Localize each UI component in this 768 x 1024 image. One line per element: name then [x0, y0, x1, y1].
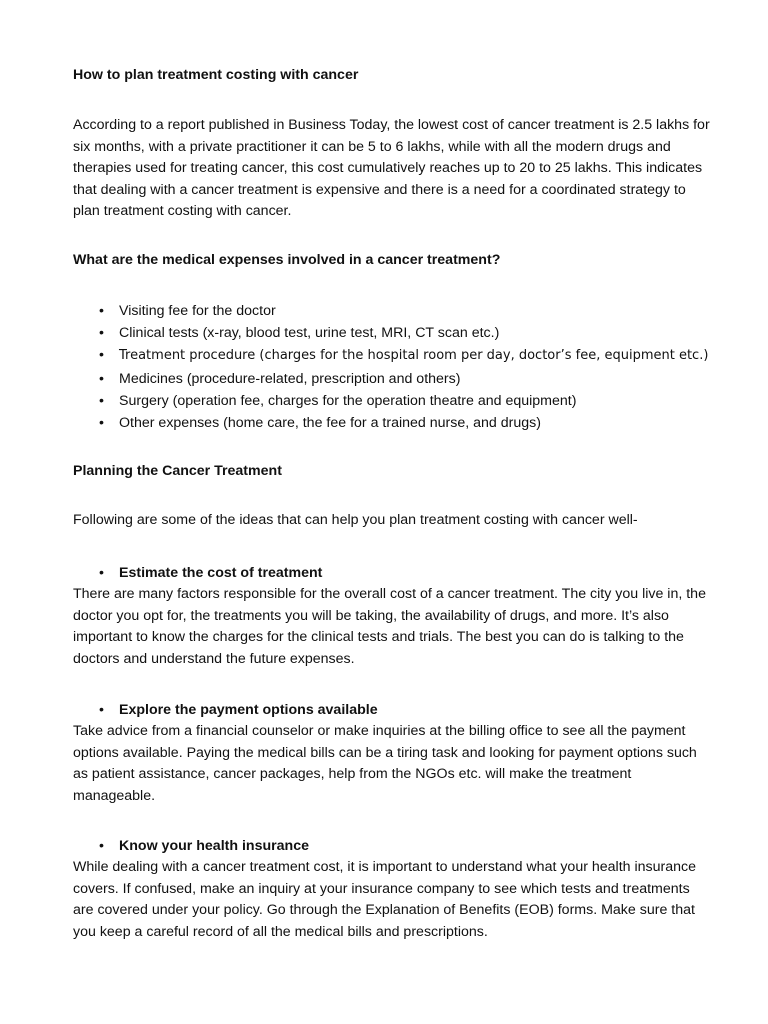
bullet-icon: • [99, 347, 104, 364]
document-title: How to plan treatment costing with cancer [73, 67, 359, 83]
expenses-heading: What are the medical expenses involved in a cancer treatment? [73, 252, 501, 268]
expenses-list [73, 300, 708, 434]
list-item-text: Surgery (operation fee, charges for the operation theatre and equipment) [119, 392, 577, 409]
list-item-text: Treatment procedure (charges for the hospital room per day, doctor’s fee, equipment etc.) [119, 348, 709, 364]
tip-title: Explore the payment options available [119, 702, 378, 718]
bullet-icon: • [99, 303, 104, 319]
list-item [73, 322, 708, 344]
list-item [73, 344, 708, 367]
bullet-icon: • [99, 370, 104, 387]
list-item-text: Medicines (procedure-related, prescription and others) [119, 370, 461, 387]
intro-paragraph: According to a report published in Business Today, the lowest cost of cancer treatment is 2.5 lakhs for six months, with a private practitioner it can be 5 to 6 lakhs, while with all the modern drugs and therapies used for treating cancer, this cost cumulatively reaches up to 20 to 25 lakhs. This indicates that dealing with a cancer treatment is expensive and there is a need for a coordinated strategy to plan treatment costing with cancer. [73, 117, 710, 219]
bullet-icon: • [99, 325, 104, 342]
list-item [73, 412, 708, 434]
list-item [73, 368, 708, 390]
list-item [73, 390, 708, 412]
list-item-text: Other expenses (home care, the fee for a trained nurse, and drugs) [119, 415, 541, 432]
tip-heading [73, 563, 322, 585]
planning-intro: Following are some of the ideas that can help you plan treatment costing with cancer well- [73, 512, 638, 528]
tip-body: There are many factors responsible for the overall cost of a cancer treatment. The city you live in, the doctor you opt for, the treatments you will be taking, the availability of drugs, and more. It’s also important to know the charges for the clinical tests and trials. The best you can do is talking to the doctors and understand the future expenses. [73, 586, 706, 667]
tip-heading [73, 836, 309, 858]
tip-title: Know your health insurance [119, 838, 309, 854]
bullet-icon: • [99, 702, 104, 718]
list-item [73, 300, 708, 322]
tip-heading [73, 700, 378, 722]
bullet-icon: • [99, 565, 104, 581]
planning-heading: Planning the Cancer Treatment [73, 463, 282, 479]
list-item-text: Clinical tests (x-ray, blood test, urine test, MRI, CT scan etc.) [119, 325, 500, 342]
tip-body: While dealing with a cancer treatment cost, it is important to understand what your health insurance covers. If confused, make an inquiry at your insurance company to see which tests and treatments are covered under your policy. Go through the Explanation of Benefits (EOB) forms. Make sure that you keep a careful record of all the medical bills and prescriptions. [73, 859, 696, 940]
tip-title: Estimate the cost of treatment [119, 565, 323, 581]
bullet-icon: • [99, 838, 104, 854]
bullet-icon: • [99, 415, 104, 432]
bullet-icon: • [99, 392, 104, 409]
list-item-text: Visiting fee for the doctor [119, 303, 276, 319]
tip-body: Take advice from a financial counselor or make inquiries at the billing office to see all the payment options available. Paying the medical bills can be a tiring task and looking for payment options such as patient assistance, cancer packages, help from the NGOs etc. will make the treatment manageable. [73, 723, 697, 804]
